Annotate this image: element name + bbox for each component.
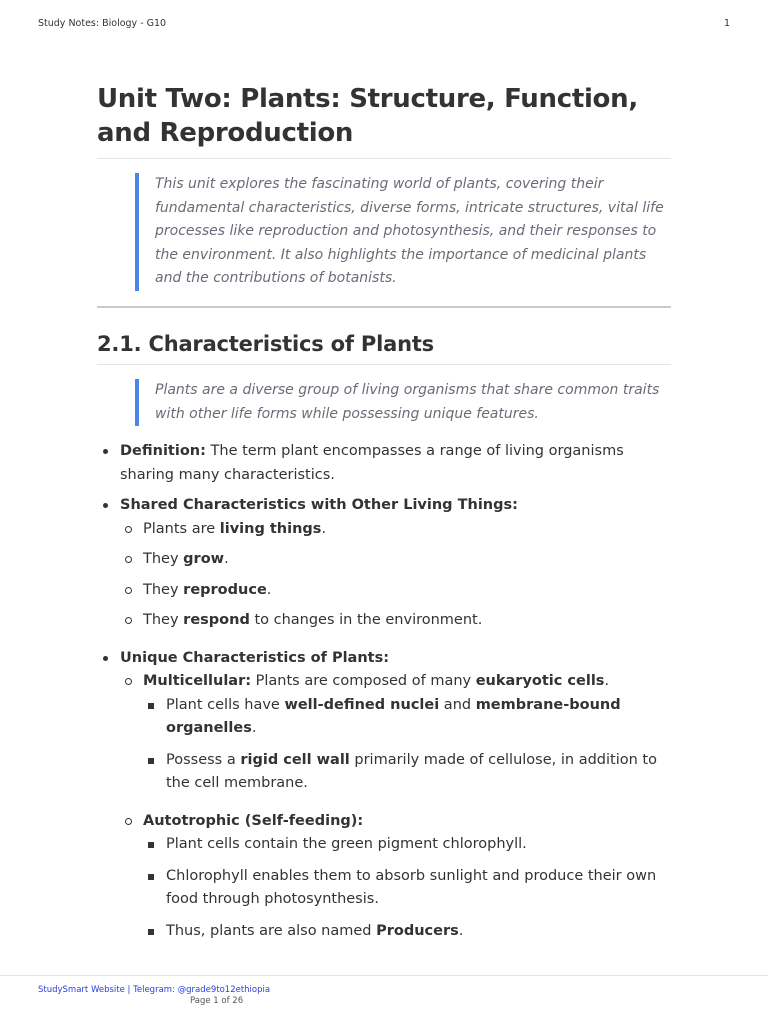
item-bold: eukaryotic cells [475,673,605,690]
item-bold: rigid cell wall [240,751,350,768]
section-blockquote [135,379,671,426]
item-text: Plants are [143,520,220,537]
list-item [143,694,671,741]
item-text: and [439,696,476,713]
intro-blockquote [135,173,671,291]
bullet-square-icon [148,703,154,709]
item-text: They [143,581,184,598]
footer-links[interactable]: StudySmart Website | Telegram: @grade9to12ethiopia [38,985,271,995]
item-bold: respond [183,612,250,629]
bullet-circle-icon [125,556,132,563]
bullet-circle-icon [125,818,132,825]
section-heading: 2.1. Characteristics of Plants [97,328,671,365]
item-text: . [224,551,229,568]
item-text: primarily made of cellulose, in addition to the cell membrane. [166,751,657,792]
item-text: They [143,551,184,568]
page-number: 1 [723,18,730,29]
item-text: Chlorophyll enables them to absorb sunlight and produce their own food through photosynthesis. [166,867,657,908]
list-item [120,579,671,603]
bullet-square-icon [148,929,154,935]
footer-page-count: Page 1 of 26 [190,996,244,1006]
bullet-circle-icon [125,587,132,594]
list-item-shared [97,494,671,633]
definition-text: The term plant encompasses a range of living organisms sharing many characteristics. [120,443,624,483]
item-bold: well-defined nuclei [284,696,440,713]
list-item-unique [97,647,671,944]
item-bold: grow [183,551,225,568]
item-text: . [604,673,610,690]
item-text: Thus, plants are also named [166,922,377,939]
multicellular-label: Multicellular: [143,673,252,690]
list-item [120,548,671,572]
list-item [143,920,671,944]
item-text: . [251,720,257,737]
running-header-title: Study Notes: Biology - G10 [38,18,167,29]
multicellular-sublist [143,694,671,796]
item-text: Plant cells contain the green pigment chlorophyll. [166,836,527,853]
item-text: Plant cells have [166,696,285,713]
document-body [97,82,671,943]
bullet-circle-icon [125,678,132,685]
unique-label: Unique Characteristics of Plants: [120,649,390,666]
list-item-definition [97,440,671,487]
page-footer [0,975,768,1006]
bullet-circle-icon [125,617,132,624]
item-bold: membrane-bound organelles [166,696,621,737]
list-item [143,865,671,912]
shared-list [120,518,671,633]
autotrophic-sublist [143,833,671,943]
item-text: . [266,581,272,598]
list-item-multicellular [120,670,671,796]
page-title: Unit Two: Plants: Structure, Function, and Reproduction [97,82,671,159]
autotrophic-label: Autotrophic (Self-feeding): [143,812,364,829]
bullet-square-icon [148,758,154,764]
item-bold: living things [219,520,322,537]
list-item [120,518,671,542]
item-text: to changes in the environment. [249,612,483,629]
item-bold: Producers [376,922,459,939]
section-quote-text: Plants are a diverse group of living organisms that share common traits with other life forms while possessing unique features. [155,381,660,422]
definition-label: Definition: [120,443,206,460]
bullet-square-icon [148,842,154,848]
item-bold: reproduce [183,581,267,598]
shared-label: Shared Characteristics with Other Living Things: [120,497,518,514]
item-text: . [458,922,464,939]
item-text: Possess a [166,751,241,768]
bullet-disc-icon [103,449,108,454]
characteristics-list [97,440,671,943]
section-divider [97,306,671,308]
item-text: Plants are composed of many [251,673,476,690]
bullet-square-icon [148,874,154,880]
bullet-disc-icon [103,656,108,661]
list-item [143,833,671,857]
list-item-autotrophic [120,810,671,944]
running-header [38,18,730,32]
unique-list [120,670,671,943]
bullet-circle-icon [125,526,132,533]
item-text: They [143,612,184,629]
list-item [120,609,671,633]
bullet-disc-icon [103,503,108,508]
intro-text: This unit explores the fascinating world of plants, covering their fundamental characteristics, diverse forms, intricate structures, vital life processes like reproduction and photosynthesis, and their responses to the environment. It also highlights the importance of medicinal plants and the contributions of botanists. [155,176,664,287]
item-text: . [321,520,327,537]
list-item [143,749,671,796]
